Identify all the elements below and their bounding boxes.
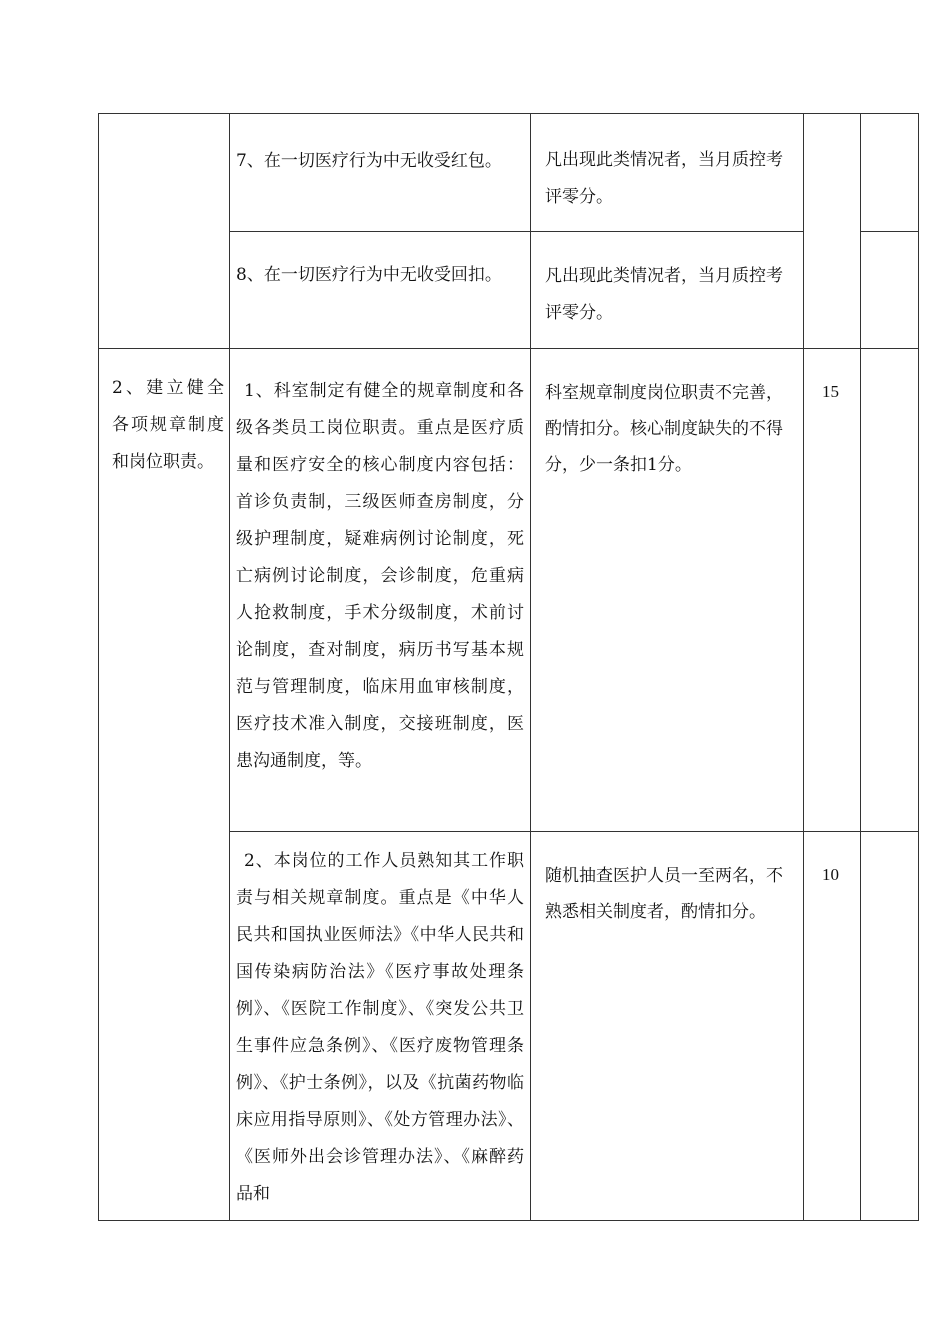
requirement-clip (236, 843, 526, 1219)
deduction-cell: 科室规章制度岗位职责不完善，酌情扣分。核心制度缺失的不得分，少一条扣1分。 (545, 383, 783, 475)
deduction-cell: 凡出现此类情况者，当月质控考评零分。 (545, 150, 783, 207)
table-top-border (98, 113, 919, 114)
column-divider (860, 113, 861, 1221)
requirement-cell: 2、本岗位的工作人员熟知其工作职责与相关规章制度。重点是《中华人民共和国执业医师法》《中华人民共和国传染病防治法》《医疗事故处理条例》、《医院工作制度》、《突发公共卫生事件应急条例》、《医疗废物管理条例》、《护士条例》，以及《抗菌药物临床应用指导原则》、《处方管理办法》、《医师外出会诊管理办法》、《麻醉药品和 (236, 851, 524, 1204)
score-cell: 15 (822, 382, 839, 401)
column-divider (229, 113, 230, 1221)
score-cell: 10 (822, 865, 839, 884)
table-right-border (918, 113, 919, 1221)
requirement-cell: 7、在一切医疗行为中无收受红包。 (236, 151, 502, 171)
table-bottom-border (98, 1220, 919, 1221)
requirement-cell: 8、在一切医疗行为中无收受回扣。 (236, 265, 502, 285)
column-divider (530, 113, 531, 1221)
item-cell: 2、建立健全各项规章制度和岗位职责。 (112, 378, 224, 472)
deduction-cell: 随机抽查医护人员一至两名，不熟悉相关制度者，酌情扣分。 (545, 866, 783, 922)
column-divider (803, 113, 804, 1221)
row-divider (860, 231, 919, 232)
requirement-cell: 1、科室制定有健全的规章制度和各级各类员工岗位职责。重点是医疗质量和医疗安全的核心制度内容包括：首诊负责制，三级医师查房制度，分级护理制度，疑难病例讨论制度，死亡病例讨论制度，会诊制度，危重病人抢救制度，手术分级制度，术前讨论制度，查对制度，病历书写基本规范与管理制度，临床用血审核制度，医疗技术准入制度，交接班制度，医患沟通制度，等。 (236, 381, 524, 771)
row-divider (229, 831, 919, 832)
row-divider (98, 348, 919, 349)
row-divider (229, 231, 804, 232)
deduction-cell: 凡出现此类情况者，当月质控考评零分。 (545, 266, 783, 323)
column-divider (98, 113, 99, 1221)
